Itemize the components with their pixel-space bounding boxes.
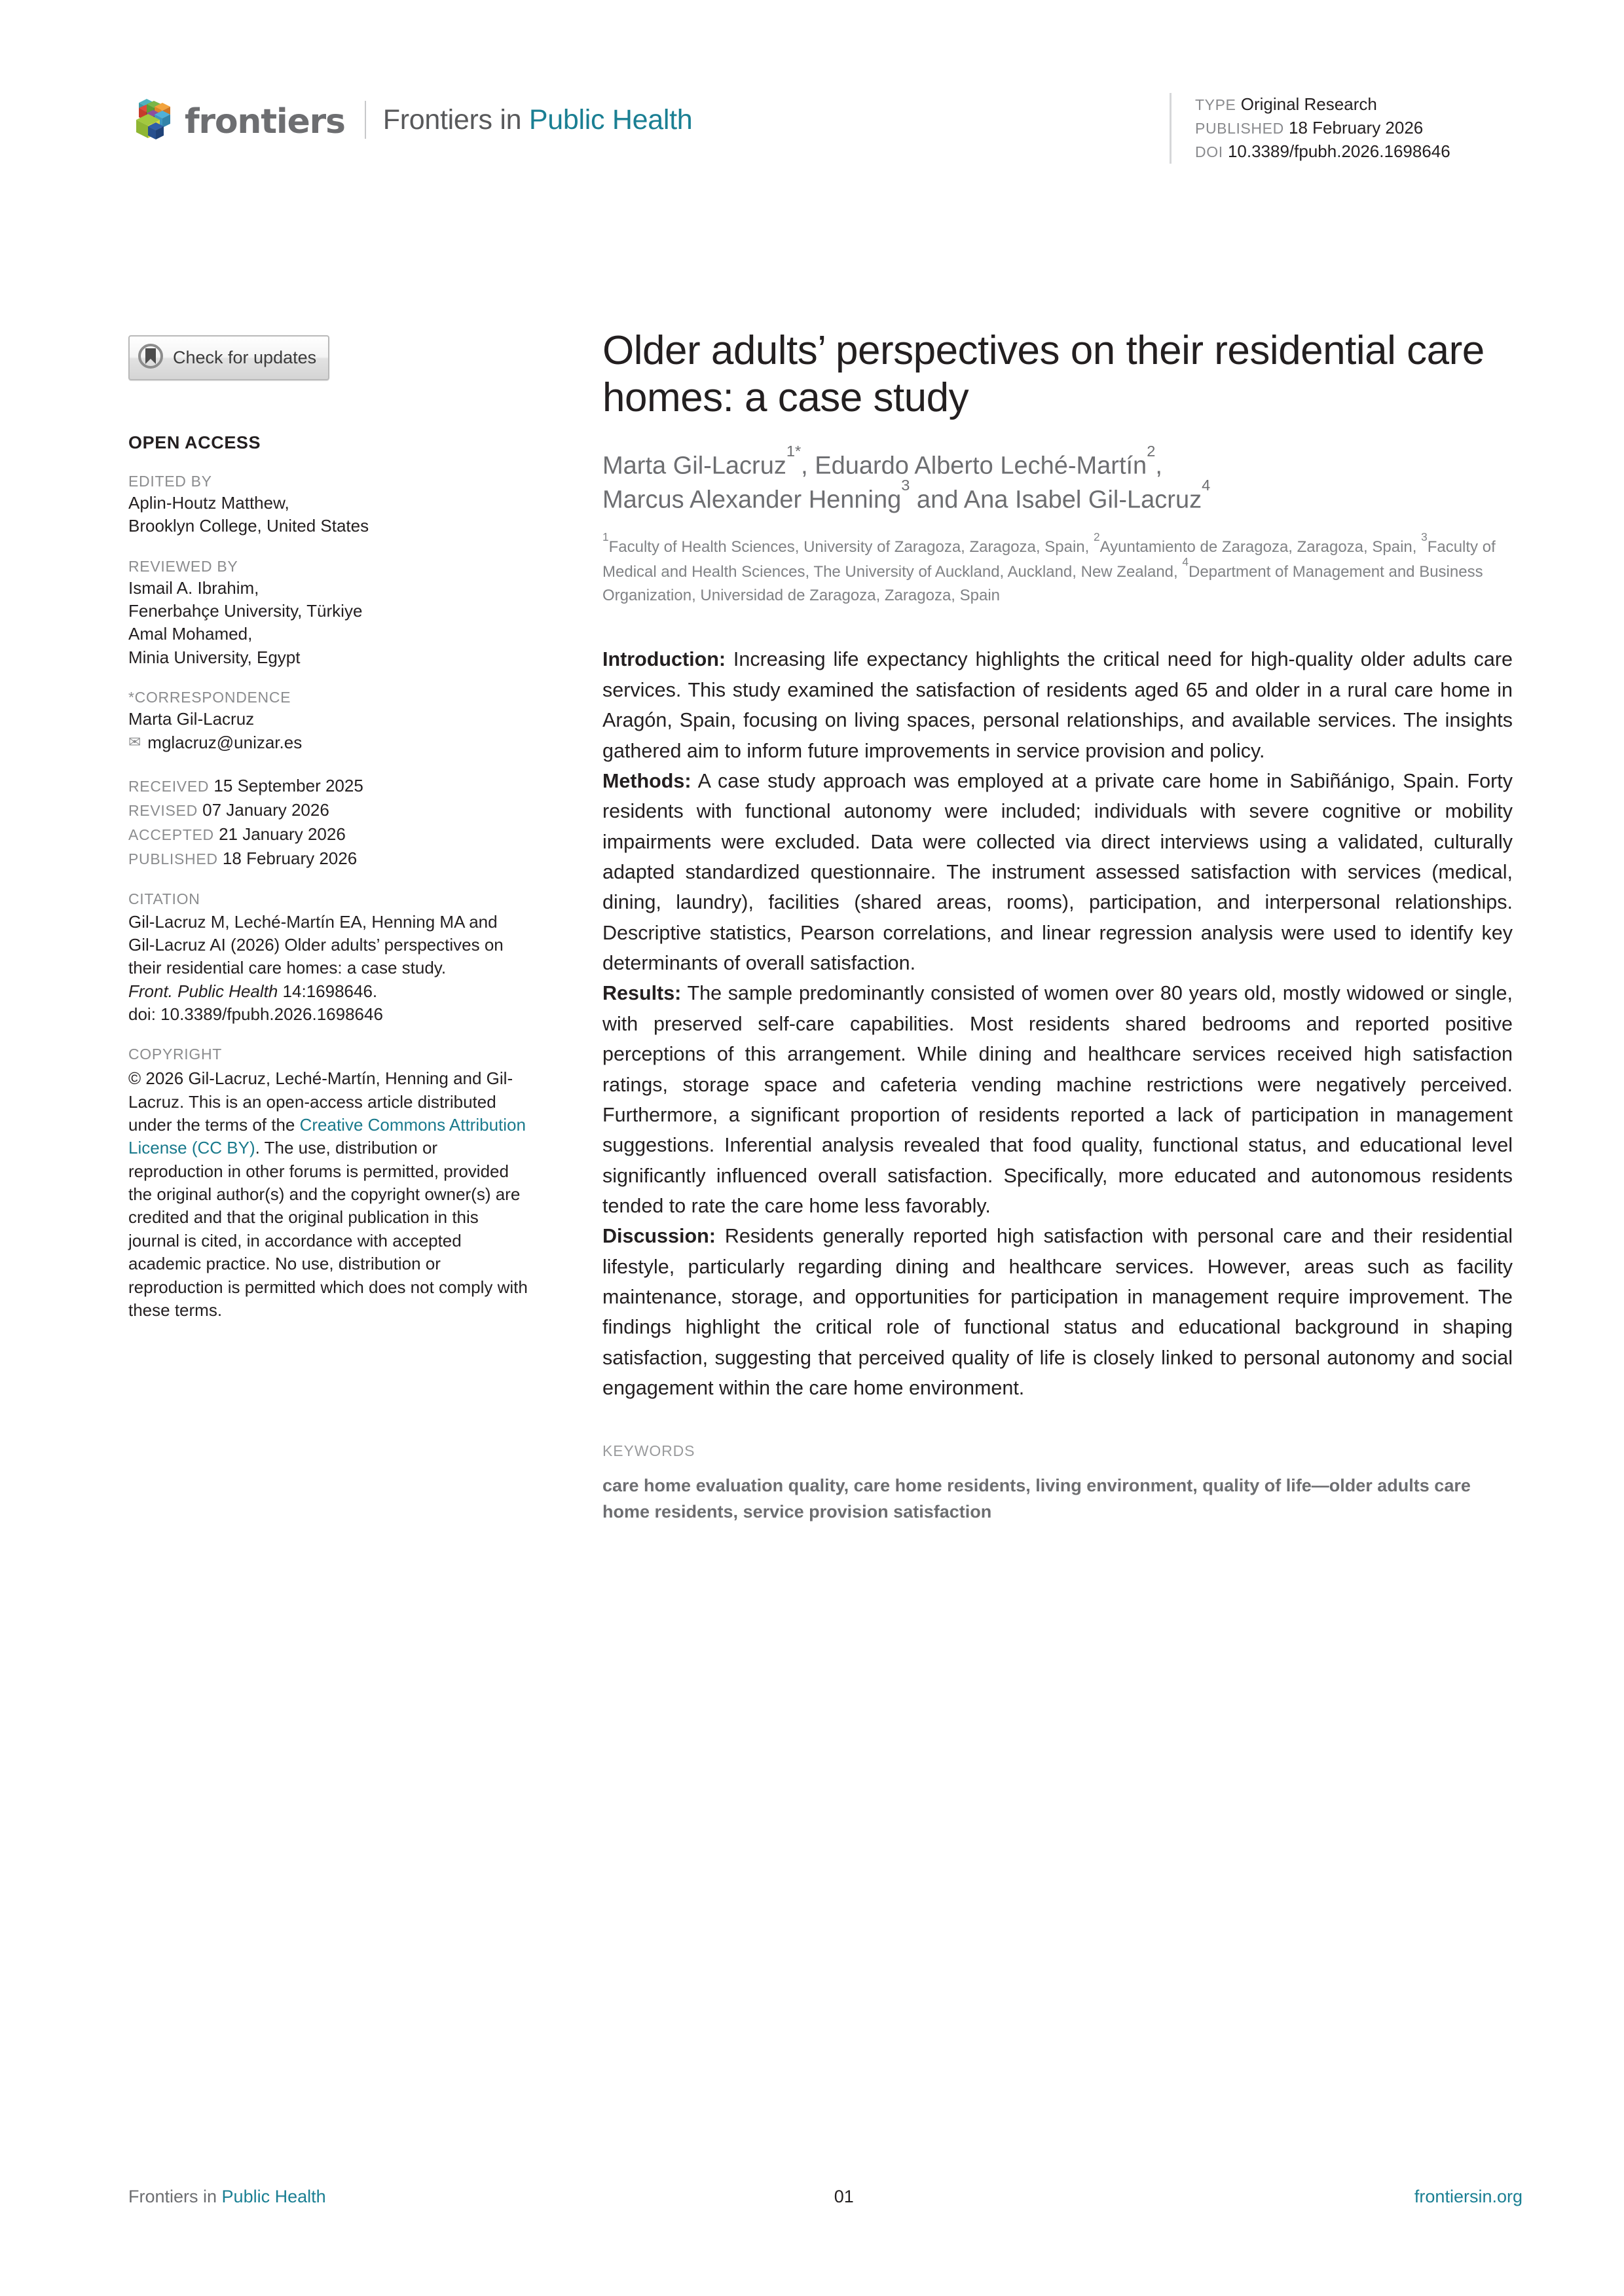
- publication-dates: [128, 774, 528, 871]
- journal-title-accent: Public Health: [528, 103, 693, 136]
- citation-label: CITATION: [128, 890, 200, 907]
- footer-website-link[interactable]: frontiersin.org: [1414, 2187, 1522, 2206]
- copyright-text-part1: © 2026 Gil-Lacruz, Leché-Martín, Henning and Gil-Lacruz. This is an open-access article distributed under the terms of the: [128, 1068, 513, 1135]
- affiliation-4: Department of Management and Business Organization, Universidad de Zaragoza, Zaragoza, Spain: [602, 563, 1483, 605]
- correspondence-label: *CORRESPONDENCE: [128, 689, 291, 706]
- reviewer-affiliation-1: Fenerbahçe University, Türkiye: [128, 601, 363, 621]
- date-received-label: RECEIVED: [128, 777, 210, 795]
- affiliation-3: Faculty of Medical and Health Sciences, The University of Auckland, Auckland, New Zealand,: [602, 538, 1496, 581]
- reviewed-by-label: REVIEWED BY: [128, 557, 238, 575]
- editor-name: Aplin-Houtz Matthew,: [128, 493, 289, 513]
- article-main-column: [602, 327, 1513, 1525]
- abstract-introduction: [602, 644, 1513, 765]
- affiliation-sup-1: 1: [602, 530, 609, 543]
- date-revised-label: REVISED: [128, 801, 198, 819]
- abstract-discussion-body: Residents generally reported high satisfaction with personal care and their residential lifestyle, particularly regarding dining and healthcare services. However, areas such as facility maintenance, storage, and opportunities for participation in management require improvement. The findings highlight the critical role of functional status and educational background in shaping satisfaction, suggesting that perceived quality of life is closely linked to personal autonomy and social engagement within the care home environment.: [602, 1225, 1513, 1400]
- cc-by-license-link[interactable]: Creative Commons Attribution License (CC BY): [128, 1115, 526, 1158]
- correspondence-email[interactable]: mglacruz@unizar.es: [147, 732, 303, 752]
- abstract-methods-body: A case study approach was employed at a private care home in Sabiñánigo, Spain. Forty residents with functional autonomy were included; individuals with severe cognitive or mobility impairments were excluded. Data were collected via direct interviews using a validated, culturally adapted standardized questionnaire. The instrument assessed satisfaction with services (medical, dining, laundry), facilities (shared areas, rooms), participation, and interpersonal relationships. Descriptive statistics, Pearson correlations, and linear regression analysis were used to identify key determinants of overall satisfaction.: [602, 769, 1513, 975]
- article-header-metadata: [1170, 93, 1522, 164]
- copyright-statement: [128, 1067, 528, 1322]
- article-sidebar: [128, 335, 528, 1322]
- citation-block: [128, 911, 528, 1027]
- affiliation-2: Ayuntamiento de Zaragoza, Zaragoza, Spain,: [1099, 538, 1422, 556]
- journal-title-prefix: Frontiers in: [382, 103, 529, 136]
- meta-doi-value: 10.3389/fpubh.2026.1698646: [1227, 141, 1450, 161]
- author-line-2: [602, 477, 1513, 517]
- page-footer: [128, 2187, 1522, 2207]
- copyright-text-part2: . The use, distribution or reproduction in other forums is permitted, provided the original author(s) and the copyright owner(s) are credited and that the original publication in this journal is cited, in accordance with accepted academic practice. No use, distribution or reproduction is permitted which does not comply with these terms.: [128, 1138, 528, 1320]
- meta-type-label: TYPE: [1195, 96, 1236, 113]
- date-revised: [128, 798, 528, 822]
- date-accepted: [128, 822, 528, 847]
- author-sup-2: 2: [1147, 442, 1156, 460]
- frontiers-logo-icon: [128, 94, 181, 146]
- author-line1-mid[interactable]: , Eduardo Alberto Leché-Martín: [801, 452, 1147, 480]
- editor-affiliation: Brooklyn College, United States: [128, 516, 369, 536]
- keywords-list: care home evaluation quality, care home residents, living environment, quality of life—older adults care home residents, service provision satisfaction: [602, 1476, 1471, 1522]
- reviewer-name-1: Ismail A. Ibrahim,: [128, 577, 259, 598]
- abstract-introduction-body: Increasing life expectancy highlights the critical need for high-quality older adults care services. This study examined the satisfaction of residents aged 65 and older in a rural care home in Aragón, Spain, focusing on living spaces, personal relationships, and available services. The insights gathered aim to inform future improvements in service provision and policy.: [602, 648, 1513, 762]
- meta-doi-label: DOI: [1195, 143, 1223, 160]
- masthead-divider: [365, 101, 366, 139]
- abstract-results-heading: Results:: [602, 982, 682, 1005]
- abstract-results-body: The sample predominantly consisted of women over 80 years old, mostly widowed or single, with preserved self-care capabilities. Most residents shared bedrooms and reported positive perceptions of this arrangement. While dining and healthcare services received high satisfaction ratings, storage space and cafeteria vending machine restrictions were negatively perceived. Furthermore, a significant proportion of residents reported a lack of participation in management suggestions. Inferential analysis revealed that food quality, functional status, and educational level significantly influenced overall satisfaction. Specifically, more educated and autonomous residents tended to rate the care home less favorably.: [602, 982, 1513, 1217]
- reviewer-name-2: Amal Mohamed,: [128, 624, 253, 644]
- meta-published-row: [1195, 117, 1522, 140]
- abstract-methods-heading: Methods:: [602, 769, 692, 792]
- date-accepted-value: 21 January 2026: [219, 824, 346, 844]
- meta-type-value: Original Research: [1240, 94, 1377, 114]
- author-line-1: [602, 442, 1513, 483]
- check-for-updates-label: Check for updates: [173, 348, 317, 367]
- footer-journal-accent: Public Health: [221, 2187, 326, 2206]
- meta-published-value: 18 February 2026: [1289, 117, 1424, 137]
- meta-published-label: PUBLISHED: [1195, 119, 1284, 137]
- author-sup-1: 1*: [786, 442, 802, 460]
- author-sup-3: 3: [901, 477, 910, 494]
- footer-journal-prefix: Frontiers in: [128, 2187, 222, 2206]
- check-for-updates-button[interactable]: [128, 335, 329, 380]
- meta-doi-row: [1195, 140, 1522, 164]
- keywords-label: KEYWORDS: [602, 1442, 695, 1460]
- affiliation-sup-2: 2: [1093, 530, 1100, 543]
- correspondence-name: Marta Gil-Lacruz: [128, 709, 255, 729]
- author-line1-post: ,: [1155, 452, 1162, 480]
- date-received-value: 15 September 2025: [213, 775, 363, 795]
- frontiers-wordmark: frontiers: [185, 102, 345, 141]
- envelope-icon: ✉: [128, 733, 141, 750]
- copyright-label: COPYRIGHT: [128, 1046, 223, 1063]
- citation-text: Gil-Lacruz M, Leché-Martín EA, Henning MA and Gil-Lacruz AI (2026) Older adults’ perspectives on their residential care homes: a case study.: [128, 911, 504, 978]
- date-revised-value: 07 January 2026: [202, 799, 329, 820]
- page-title: Older adults’ perspectives on their residential care homes: a case study: [602, 328, 1485, 420]
- date-published-value: 18 February 2026: [222, 848, 358, 868]
- date-received: [128, 774, 528, 798]
- affiliations: [602, 530, 1513, 608]
- affiliation-sup-4: 4: [1182, 555, 1189, 568]
- citation-doi: doi: 10.3389/fpubh.2026.1698646: [128, 1004, 383, 1024]
- date-published-label: PUBLISHED: [128, 850, 218, 867]
- author-list: [602, 442, 1513, 518]
- citation-volume: 14:1698646.: [278, 981, 378, 1001]
- crossmark-icon: [138, 343, 164, 373]
- author-marta-gil-lacruz[interactable]: Marta Gil-Lacruz: [602, 452, 786, 480]
- meta-type-row: [1195, 93, 1522, 117]
- author-line2-mid[interactable]: and Ana Isabel Gil-Lacruz: [910, 486, 1202, 514]
- date-accepted-label: ACCEPTED: [128, 826, 214, 843]
- author-marcus-henning[interactable]: Marcus Alexander Henning: [602, 486, 902, 514]
- edited-by-label: EDITED BY: [128, 473, 212, 490]
- open-access-label: OPEN ACCESS: [128, 433, 261, 452]
- affiliation-sup-3: 3: [1421, 530, 1428, 543]
- footer-page-number: 01: [834, 2187, 854, 2206]
- affiliation-1: Faculty of Health Sciences, University of Zaragoza, Zaragoza, Spain,: [608, 538, 1094, 556]
- abstract-methods: [602, 766, 1513, 979]
- author-sup-4: 4: [1202, 477, 1211, 494]
- abstract-discussion: [602, 1221, 1513, 1403]
- abstract: [602, 644, 1513, 1403]
- date-published: [128, 847, 528, 871]
- abstract-results: [602, 978, 1513, 1221]
- abstract-introduction-heading: Introduction:: [602, 648, 726, 671]
- journal-masthead: [128, 92, 692, 148]
- correspondence-email-row: [128, 731, 528, 754]
- reviewer-affiliation-2: Minia University, Egypt: [128, 647, 301, 667]
- journal-title: [383, 104, 693, 136]
- citation-journal: Front. Public Health: [128, 981, 278, 1001]
- abstract-discussion-heading: Discussion:: [602, 1225, 716, 1248]
